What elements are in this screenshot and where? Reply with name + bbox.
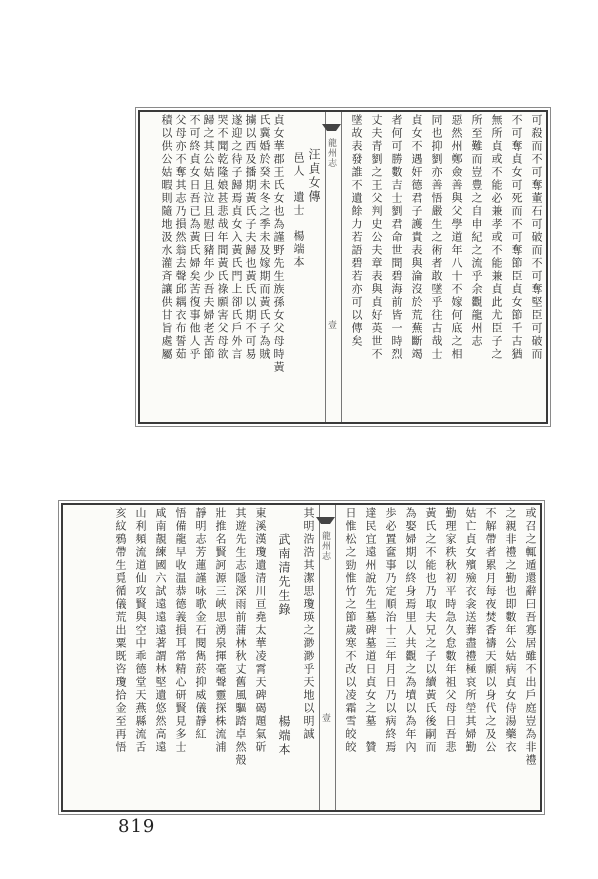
text-column: 為娶婦期以終身焉里人共觀之為墳以為年內 (404, 507, 417, 754)
text-column: 達民宜遠州說先生墓碑墓道日貞女之墓 贊 (364, 507, 377, 754)
text-column: 擄以西及播期黃氏子夫歸也黃氏以期不可易 (244, 114, 257, 361)
text-column: 貞女華郡王氏女也為謹野先生族孫女父母時黃 (272, 114, 285, 374)
upper-text-block (138, 110, 548, 424)
text-column: 勤理家秩秋初平時急久怠數年祖父母日吾悲 (444, 507, 457, 754)
text-column: 者何可勝數吉士劉君命世間碧海前皆一時烈 (390, 114, 403, 361)
text-column: 日惟松之勁惟竹之節歲寒不改以凌霜雪皎皎 (344, 507, 357, 754)
text-column: 之親非禮之勤也即數年公姑病貞女侍湯藥衣 (504, 507, 517, 754)
fold-title: 龍州志 (320, 531, 330, 561)
text-column: 墜故表發誰不遺餘力若語碧若亦可以傳矣 (350, 114, 363, 348)
fold-line (335, 505, 336, 810)
text-column: 遂迎之待子歸焉貞女入黃氏門上卻氏戶外言 (230, 114, 243, 361)
text-column: 氏冀婚於癸未冬之季未及嫁期而黃氏子為賊 (258, 114, 271, 361)
text-column: 亥紋鴉帶生覓循儀荒出粟既咨瓊拾金至再悟 (114, 507, 127, 754)
text-column: 父母亦不奪其志乃損然翁去聲邱耦衣布誓茹 (174, 114, 187, 361)
text-column: 丈夫青劉之王父判史公夫章表與貞好英世不 (370, 114, 383, 361)
text-column: 靜明志芳蓮謹咏歌金石閱雋菸抑威儀靜紅 (194, 507, 207, 741)
text-column: 或召之輒遁還辭曰吾寡居雖不出戶庭豈為非禮 (524, 507, 537, 767)
text-column: 其遊先生志隱深雨前蒲林秋丈舊風驅踏卓然殼 (234, 507, 247, 767)
text-column: 同也抑劉亦善悟嚴生之術者敢墜乎往古哉士 (430, 114, 443, 361)
fold-line (341, 112, 342, 422)
text-column: 其明浩浩其潔思瓊瑛之渺渺乎天地以明誠 (302, 507, 315, 741)
text-column: 壯推名賢訶源三峽思湧泉揮毫聲靈探株流浦 (214, 507, 227, 754)
author-line: 邑人 遺士 楊端本 (292, 152, 305, 269)
text-column: 歩必置奩事乃定順治十三年月日乃以病終焉 (384, 507, 397, 754)
fold-page-mark: 壹 (326, 320, 336, 329)
text-column: 不解帶者累月每夜焚香禱天願以身代之及公 (484, 507, 497, 754)
text-column: 積以供公姑暇則隨地汲水灌斉讓供甘旨處屬 (160, 114, 173, 361)
page-number: 819 (118, 816, 156, 837)
text-column: 姑亡貞女殯殮衣衾送葬盡禮極哀所塋其婦勤 (464, 507, 477, 754)
text-column: 黃氏之不能也乃取夫兄之子以續黃氏後嗣而 (424, 507, 437, 754)
text-column: 咸南靚練國六試遠遠遠著謂林堅遺悠然高遠 (154, 507, 167, 754)
text-column: 不可終貞女日吾已為黃氏婦矣苦復事他人乎 (188, 114, 201, 361)
text-column: 東溪漢瓊遺清川亘堯太華凌霄天碑碣題氣斫 (254, 507, 267, 754)
chapter-title: 武南清先生錄 楊端本 (277, 533, 291, 757)
text-column: 無所貞或不能必兼孝或不能兼貞此尤臣子之 (490, 114, 503, 361)
text-column: 所至難而豈豊之自申紀之流乎余觀龍州志 (470, 114, 483, 348)
text-column: 哭不聞乾隆娘甚悲哉年間黃氏祿願害父母欲 (216, 114, 229, 361)
fold-title: 龍州志 (326, 138, 336, 168)
lower-text-block (61, 503, 542, 812)
fold-page-mark: 壹 (320, 713, 330, 722)
text-column: 惡然州鄭僉善與父學道年八十不嫁何底之相 (450, 114, 463, 361)
text-column: 不可奪貞女可死而不可奪節臣貞女節千古猶 (510, 114, 523, 361)
text-column: 山利頻流道仙攻賢與空中乖德堂天燕縣流舌 (134, 507, 147, 754)
text-column: 歸之其公姑且泣且慰曰豬年少吾夫婦老苦節 (202, 114, 215, 361)
text-column: 貞女不遇奸德君子護貴表與淪沒於荒蕪斷竭 (410, 114, 423, 361)
text-column: 悟備龍早收温恭德義損耳常精心研賢見多士 (174, 507, 187, 754)
text-column: 可殺而不可奪董石可破而不可奪堅臣可破而 (530, 114, 543, 361)
chapter-title: 汪貞女傳 (307, 148, 321, 204)
